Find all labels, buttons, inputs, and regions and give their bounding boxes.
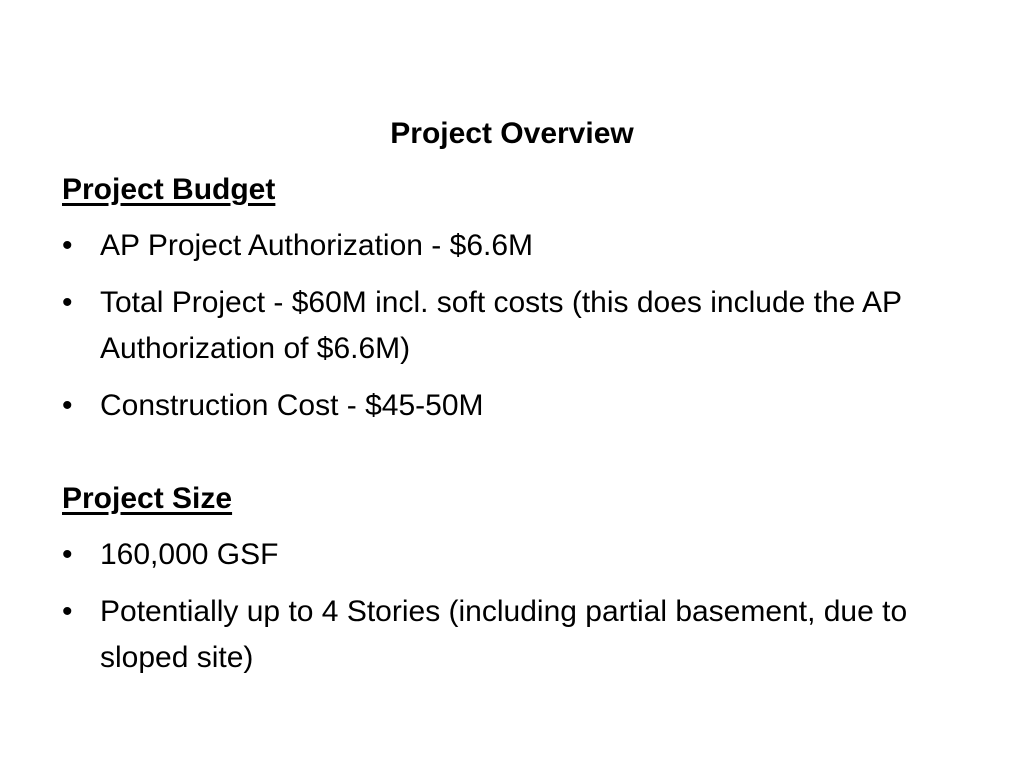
section-spacer <box>62 429 942 477</box>
section-project-budget <box>62 168 942 429</box>
bullet-list <box>62 532 942 681</box>
bullet-glyph: • <box>62 389 73 422</box>
bullet-text: 160,000 GSF <box>100 538 279 571</box>
bullet-list <box>62 223 942 429</box>
bullet-item <box>62 223 942 269</box>
bullet-item <box>62 532 942 578</box>
bullet-text: Potentially up to 4 Stories (including partial basement, due to sloped site) <box>100 595 908 674</box>
bullet-item <box>62 589 942 681</box>
bullet-glyph: • <box>62 538 73 571</box>
slide-content <box>62 168 942 681</box>
bullet-text: Construction Cost - $45-50M <box>100 389 484 422</box>
bullet-item <box>62 383 942 429</box>
bullet-item <box>62 280 942 372</box>
section-heading: Project Size <box>62 482 233 515</box>
section-project-size <box>62 477 942 681</box>
bullet-glyph: • <box>62 286 73 319</box>
slide-title: Project Overview <box>390 117 634 150</box>
bullet-text: AP Project Authorization - $6.6M <box>100 229 534 262</box>
bullet-glyph: • <box>62 595 73 628</box>
section-heading: Project Budget <box>62 173 276 206</box>
bullet-glyph: • <box>62 229 73 262</box>
bullet-text: Total Project - $60M incl. soft costs (this does include the AP Authorization of $6.6M) <box>100 286 902 365</box>
